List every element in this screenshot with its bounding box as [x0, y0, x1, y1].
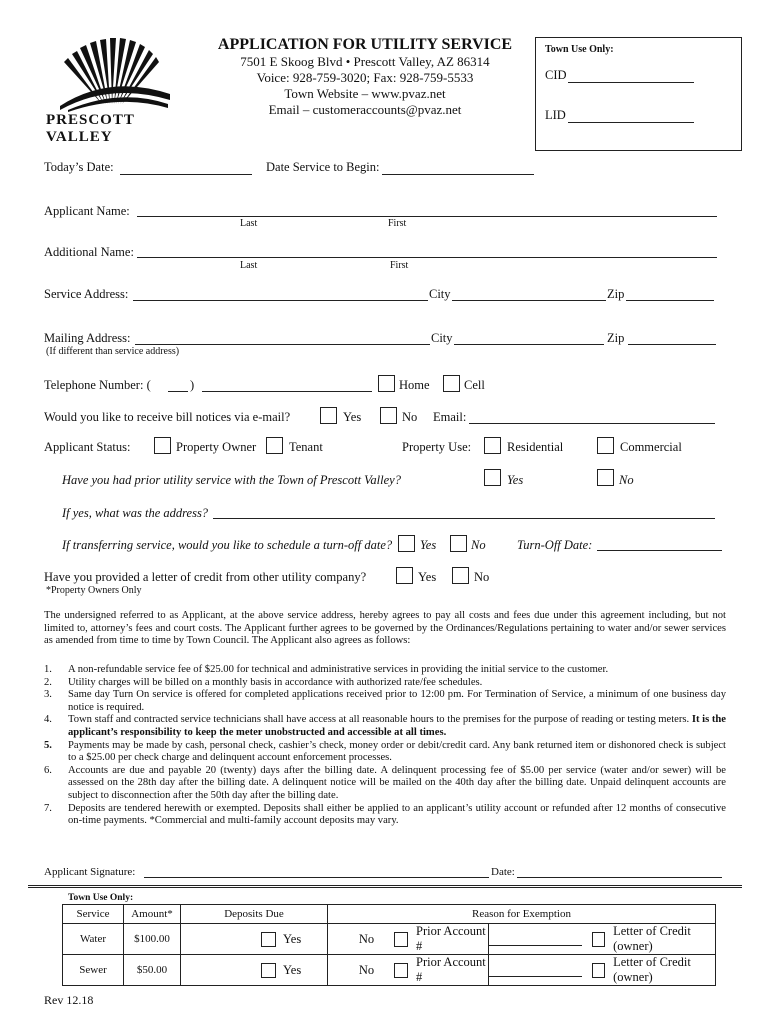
header-address: 7501 E Skoog Blvd • Prescott Valley, AZ 86314: [240, 54, 490, 69]
mailing-address-field[interactable]: [135, 344, 430, 345]
term-item: [44, 740, 726, 765]
term-number: 3.: [44, 689, 52, 701]
sewer-credit-checkbox[interactable]: [592, 963, 605, 978]
logo-text: PRESCOTT VALLEY: [46, 112, 135, 145]
prior-service-question: Have you had prior utility service with the Town of Prescott Valley?: [62, 473, 401, 487]
telephone-label: Telephone Number: (: [44, 378, 151, 392]
cell-amount: $50.00: [124, 955, 181, 986]
term-number: 7.: [44, 802, 52, 814]
service-city-field[interactable]: [452, 300, 606, 301]
divider: [28, 885, 742, 888]
cell-service: Sewer: [63, 955, 124, 986]
todays-date-field[interactable]: [120, 174, 252, 175]
email-label: Email:: [433, 410, 467, 424]
term-item: [44, 714, 726, 739]
turnoff-yes-checkbox[interactable]: [398, 535, 415, 552]
cell-deposits: [181, 924, 328, 955]
sewer-prior-checkbox[interactable]: [394, 963, 408, 978]
service-zip-field[interactable]: [626, 300, 714, 301]
term-item: [44, 677, 726, 690]
cell-service: Water: [63, 924, 124, 955]
prior-address-field[interactable]: [213, 518, 715, 519]
turnoff-question: If transferring service, would you like to schedule a turn-off date?: [62, 538, 393, 552]
term-text: Utility charges will be billed on a monthly basis in accordance with authorized rate/fee schedules.: [68, 676, 483, 688]
header-reason-exemption: Reason for Exemption: [328, 905, 716, 924]
cell-deposits: [181, 955, 328, 986]
sewer-yes-label: Yes: [283, 962, 302, 977]
letter-credit-question: Have you provided a letter of credit from other utility company?: [44, 570, 367, 584]
first-caption-2: First: [390, 260, 409, 271]
email-question: Would you like to receive bill notices via e-mail?: [44, 410, 291, 424]
sewer-prior-label: Prior Account #: [416, 955, 486, 984]
term-text: Town staff and contracted service technicians shall have access at all reasonable hours to the premises for the purpose of reading or testing meters.: [68, 714, 690, 726]
additional-name-label: Additional Name:: [44, 245, 134, 259]
property-owner-label: Property Owner: [176, 440, 257, 454]
service-city-label: City: [429, 287, 451, 301]
date-service-begin-field[interactable]: [382, 174, 534, 175]
term-bold-text: It is the applicant’s responsibility to keep the meter unobstructed and accessible at all times.: [68, 714, 726, 738]
town-use-table: [62, 904, 716, 986]
header-block: [210, 36, 520, 118]
tenant-checkbox[interactable]: [266, 437, 283, 454]
turnoff-date-label: Turn-Off Date:: [517, 538, 593, 552]
table-row: [63, 955, 716, 986]
revision-label: Rev 12.18: [44, 993, 94, 1007]
property-use-label: Property Use:: [402, 440, 472, 454]
cell-credit: [489, 924, 716, 955]
commercial-checkbox[interactable]: [597, 437, 614, 454]
cell-credit: [489, 955, 716, 986]
service-address-label: Service Address:: [44, 287, 129, 301]
term-text: Accounts are due and payable 20 (twenty) days after the billing date. A delinquent processing fee of $5.00 per service (water and/or sewer) will be assessed on the 28th day after the billing date. A delinquent notice will be mailed on the 40th day after the billing date. Unpaid delinquent accounts are subject to disconnection after the 50th day after the billing date.: [68, 764, 726, 801]
term-text: A non-refundable service fee of $25.00 for technical and administrative services in providing the initial service to the customer.: [68, 664, 609, 675]
email-field[interactable]: [469, 423, 715, 424]
cell-label: Cell: [464, 378, 485, 392]
prior-no-label: No: [619, 473, 634, 487]
sewer-no-label: No: [358, 962, 375, 977]
water-prior-account-field[interactable]: [489, 945, 582, 946]
telephone-close-paren: ): [190, 378, 195, 392]
mailing-note: (If different than service address): [46, 346, 180, 357]
water-no-label: No: [358, 931, 375, 946]
cell-checkbox[interactable]: [443, 375, 460, 392]
term-text: Payments may be made by cash, personal check, cashier’s check, money order or debit/credit card. Any bank returned item or dishonored check is subject to a $25.00 per check charge and delinquent account enforcement processes.: [68, 739, 726, 764]
water-yes-checkbox[interactable]: [261, 932, 276, 947]
first-caption: First: [388, 218, 407, 229]
signature-label: Applicant Signature:: [44, 866, 136, 878]
commercial-label: Commercial: [620, 440, 682, 454]
cell-prior-account: [328, 924, 489, 955]
email-yes-checkbox[interactable]: [320, 407, 337, 424]
town-use-title: Town Use Only:: [545, 44, 614, 55]
term-text: Deposits are tendered herewith or exempted. Deposits shall either be applied to an applicant’s utility account or refunded after 12 months of consecutive on-time payments. *Commercial and multi-family account deposits may vary.: [68, 802, 726, 827]
town-use-box: [535, 37, 742, 151]
credit-no-label: No: [474, 570, 490, 584]
water-credit-checkbox[interactable]: [592, 932, 605, 947]
signature-date-field[interactable]: [517, 877, 722, 878]
term-text: Same day Turn On service is offered for completed applications received prior to 12:00 pm. For Termination of Service, a minimum of one business day notice is required.: [68, 689, 726, 713]
term-number: 2.: [44, 676, 52, 688]
lid-label: LID: [545, 108, 566, 122]
date-service-begin-label: Date Service to Begin:: [266, 160, 380, 174]
turnoff-no-checkbox[interactable]: [450, 535, 467, 552]
header-phone: Voice: 928-759-3020; Fax: 928-759-5533: [256, 70, 474, 85]
term-item: [44, 803, 726, 828]
home-checkbox[interactable]: [378, 375, 395, 392]
prior-address-label: If yes, what was the address?: [62, 506, 209, 520]
telephone-field[interactable]: [202, 391, 372, 392]
term-item: [44, 765, 726, 803]
credit-yes-label: Yes: [418, 570, 437, 584]
additional-name-field[interactable]: [137, 257, 717, 258]
residential-label: Residential: [507, 440, 564, 454]
water-prior-checkbox[interactable]: [394, 932, 408, 947]
term-number: 4.: [44, 714, 52, 726]
water-credit-label: Letter of Credit (owner): [613, 924, 691, 953]
tenant-label: Tenant: [289, 440, 323, 454]
mailing-city-label: City: [431, 331, 453, 345]
header-service: Service: [63, 905, 124, 924]
prior-no-checkbox[interactable]: [597, 469, 614, 486]
mailing-zip-label: Zip: [607, 331, 625, 345]
sewer-yes-checkbox[interactable]: [261, 963, 276, 978]
header-amount: Amount*: [124, 905, 181, 924]
cell-prior-account: [328, 955, 489, 986]
prescott-valley-logo: [40, 34, 190, 145]
table-title: Town Use Only:: [68, 893, 134, 903]
cell-amount: $100.00: [124, 924, 181, 955]
mailing-city-field[interactable]: [454, 344, 604, 345]
cid-field[interactable]: [568, 82, 694, 83]
cid-label: CID: [545, 68, 567, 82]
table-row: [63, 924, 716, 955]
email-no-checkbox[interactable]: [380, 407, 397, 424]
prior-yes-label: Yes: [507, 473, 524, 487]
water-yes-label: Yes: [283, 931, 302, 946]
lid-field[interactable]: [568, 122, 694, 123]
residential-checkbox[interactable]: [484, 437, 501, 454]
last-caption: Last: [240, 218, 258, 229]
last-caption-2: Last: [240, 260, 258, 271]
area-code-field[interactable]: [168, 391, 188, 392]
credit-yes-checkbox[interactable]: [396, 567, 413, 584]
service-address-field[interactable]: [133, 300, 428, 301]
term-number: 1.: [44, 664, 52, 675]
home-label: Home: [399, 378, 430, 392]
agreement-text: The undersigned referred to as Applicant, at the above service address, hereby agrees to pay all costs and fees due under this agreement including, but not limited to, attorney’s fees and court costs. The Applicant further agrees to be governed by the Ordinances/Regulations pertaining to water and/or sewer services as amended from time to time by Town Council. The Applicant also agrees as follows:: [44, 610, 726, 647]
header-email[interactable]: Email – customeraccounts@pvaz.net: [268, 102, 462, 117]
table-header-row: [63, 905, 716, 924]
turnoff-date-field[interactable]: [597, 550, 722, 551]
property-owner-checkbox[interactable]: [154, 437, 171, 454]
sunburst-icon: [40, 34, 190, 112]
applicant-status-label: Applicant Status:: [44, 440, 131, 454]
property-owners-only-note: *Property Owners Only: [46, 585, 142, 596]
mailing-address-label: Mailing Address:: [44, 331, 131, 345]
applicant-name-label: Applicant Name:: [44, 204, 130, 218]
header-deposits-due: Deposits Due: [181, 905, 328, 924]
sewer-credit-label: Letter of Credit (owner): [613, 955, 691, 984]
term-item: [44, 689, 726, 714]
prior-yes-checkbox[interactable]: [484, 469, 501, 486]
term-number: 6.: [44, 764, 52, 776]
terms-list: [44, 664, 726, 828]
sewer-prior-account-field[interactable]: [489, 976, 582, 977]
applicant-name-field[interactable]: [137, 216, 717, 217]
todays-date-label: Today’s Date:: [44, 160, 114, 174]
turnoff-no-label: No: [471, 538, 486, 552]
credit-no-checkbox[interactable]: [452, 567, 469, 584]
header-website[interactable]: Town Website – www.pvaz.net: [284, 86, 446, 101]
turnoff-yes-label: Yes: [420, 538, 437, 552]
term-number: 5.: [44, 739, 52, 751]
page-title: APPLICATION FOR UTILITY SERVICE: [217, 36, 513, 53]
water-prior-label: Prior Account #: [416, 924, 486, 953]
term-item: [44, 664, 726, 677]
email-yes-label: Yes: [343, 410, 362, 424]
signature-field[interactable]: [144, 877, 489, 878]
signature-date-label: Date:: [491, 866, 515, 878]
mailing-zip-field[interactable]: [628, 344, 716, 345]
email-no-label: No: [402, 410, 418, 424]
service-zip-label: Zip: [607, 287, 625, 301]
